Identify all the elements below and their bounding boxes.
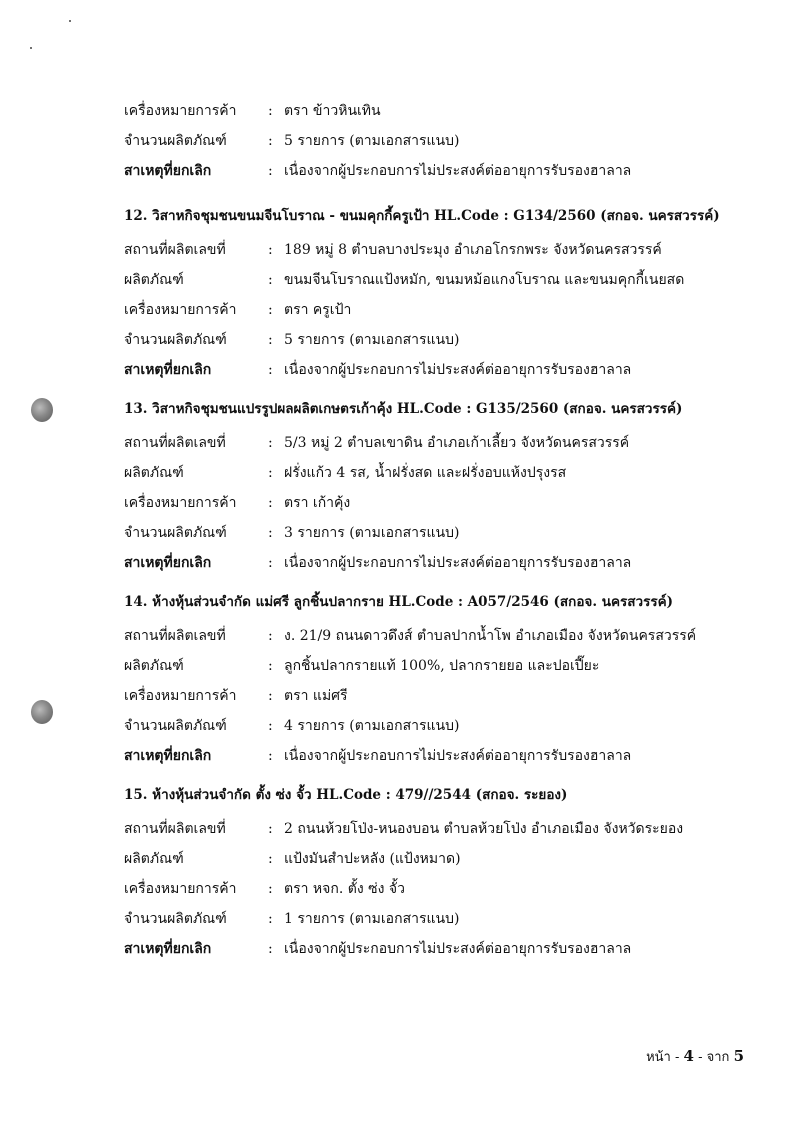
colon: : <box>268 658 273 674</box>
field-label: สาเหตุที่ยกเลิก <box>124 362 212 378</box>
field-value: ตรา หจก. ตั้ง ซ่ง จั้ว <box>284 881 405 897</box>
colon: : <box>268 628 273 644</box>
field-label: สาเหตุที่ยกเลิก <box>124 555 212 571</box>
reason-row <box>124 355 764 385</box>
field-label: สาเหตุที่ยกเลิก <box>124 163 212 179</box>
colon: : <box>268 163 273 179</box>
entry-14 <box>124 591 764 771</box>
reason-row <box>124 741 764 771</box>
field-label: จำนวนผลิตภัณฑ์ <box>124 911 227 927</box>
field-label: สาเหตุที่ยกเลิก <box>124 748 212 764</box>
field-value: เนื่องจากผู้ประกอบการไม่ประสงค์ต่ออายุการรับรองฮาลาล <box>284 362 632 378</box>
reason-row <box>124 934 764 964</box>
trademark-row <box>124 681 764 711</box>
colon: : <box>268 821 273 837</box>
field-label: จำนวนผลิตภัณฑ์ <box>124 332 227 348</box>
field-label: สถานที่ผลิตเลขที่ <box>124 821 226 837</box>
field-value: ตรา แม่ศรี <box>284 688 348 704</box>
field-label: เครื่องหมายการค้า <box>124 688 237 704</box>
field-value: ขนมจีนโบราณแป้งหมัก, ขนมหม้อแกงโบราณ และขนมคุกกี้เนยสด <box>284 272 685 288</box>
field-value: 189 หมู่ 8 ตำบลบางประมุง อำเภอโกรกพระ จังหวัดนครสวรรค์ <box>284 242 662 258</box>
trademark-row <box>124 488 764 518</box>
field-label: สถานที่ผลิตเลขที่ <box>124 242 226 258</box>
entry-heading: 12. วิสาหกิจชุมชนขนมจีนโบราณ - ขนมคุกกี้ครูเป้า HL.Code : G134/2560 (สกอจ. นครสวรรค์) <box>124 208 720 224</box>
colon: : <box>268 911 273 927</box>
colon: : <box>268 941 273 957</box>
field-label: เครื่องหมายการค้า <box>124 495 237 511</box>
reason-row <box>124 548 764 578</box>
field-label: เครื่องหมายการค้า <box>124 302 237 318</box>
entry-heading: 15. ห้างหุ้นส่วนจำกัด ตั้ง ซ่ง จั้ว HL.Code : 479//2544 (สกอจ. ระยอง) <box>124 787 568 803</box>
count-row <box>124 711 764 741</box>
field-value: ตรา ข้าวหินเทิน <box>284 103 381 119</box>
field-label: ผลิตภัณฑ์ <box>124 272 184 288</box>
page-current: 4 <box>683 1047 694 1065</box>
colon: : <box>268 851 273 867</box>
field-label: เครื่องหมายการค้า <box>124 103 237 119</box>
colon: : <box>268 495 273 511</box>
page-total: 5 <box>733 1047 744 1065</box>
field-label: สาเหตุที่ยกเลิก <box>124 941 212 957</box>
field-label: ผลิตภัณฑ์ <box>124 465 184 481</box>
field-label: ผลิตภัณฑ์ <box>124 851 184 867</box>
colon: : <box>268 555 273 571</box>
field-value: 5 รายการ (ตามเอกสารแนบ) <box>284 332 460 348</box>
colon: : <box>268 435 273 451</box>
product-row <box>124 458 764 488</box>
scan-speck <box>30 47 32 49</box>
count-row <box>124 126 764 156</box>
field-label: จำนวนผลิตภัณฑ์ <box>124 133 227 149</box>
field-label: สถานที่ผลิตเลขที่ <box>124 435 226 451</box>
entry-heading: 13. วิสาหกิจชุมชนแปรรูปผลผลิตเกษตรเก้าคุ้ง HL.Code : G135/2560 (สกอจ. นครสวรรค์) <box>124 401 683 417</box>
count-row <box>124 325 764 355</box>
page-prefix: หน้า - <box>646 1050 680 1065</box>
count-row <box>124 518 764 548</box>
reason-row <box>124 156 764 186</box>
field-value: แป้งมันสำปะหลัง (แป้งหมาด) <box>284 851 461 867</box>
field-label: จำนวนผลิตภัณฑ์ <box>124 718 227 734</box>
field-value: เนื่องจากผู้ประกอบการไม่ประสงค์ต่ออายุการรับรองฮาลาล <box>284 941 632 957</box>
colon: : <box>268 362 273 378</box>
colon: : <box>268 748 273 764</box>
product-row <box>124 651 764 681</box>
entry-15 <box>124 784 764 964</box>
field-value: ตรา เก้าคุ้ง <box>284 495 351 511</box>
location-row <box>124 235 764 265</box>
field-value: 2 ถนนห้วยโป่ง-หนองบอน ตำบลห้วยโป่ง อำเภอเมือง จังหวัดระยอง <box>284 821 684 837</box>
colon: : <box>268 103 273 119</box>
colon: : <box>268 242 273 258</box>
colon: : <box>268 718 273 734</box>
colon: : <box>268 688 273 704</box>
field-label: สถานที่ผลิตเลขที่ <box>124 628 226 644</box>
trademark-row <box>124 874 764 904</box>
colon: : <box>268 133 273 149</box>
scan-speck <box>69 20 71 22</box>
field-label: ผลิตภัณฑ์ <box>124 658 184 674</box>
colon: : <box>268 302 273 318</box>
page-separator: - จาก <box>698 1050 730 1065</box>
trademark-row <box>124 295 764 325</box>
colon: : <box>268 465 273 481</box>
field-label: เครื่องหมายการค้า <box>124 881 237 897</box>
field-value: 3 รายการ (ตามเอกสารแนบ) <box>284 525 460 541</box>
field-value: ง. 21/9 ถนนดาวดึงส์ ตำบลปากน้ำโพ อำเภอเมือง จังหวัดนครสวรรค์ <box>284 628 697 644</box>
product-row <box>124 844 764 874</box>
punch-hole <box>31 700 53 724</box>
field-value: ลูกชิ้นปลากรายแท้ 100%, ปลากรายยอ และปอเปี๊ยะ <box>284 658 600 674</box>
field-value: เนื่องจากผู้ประกอบการไม่ประสงค์ต่ออายุการรับรองฮาลาล <box>284 748 632 764</box>
colon: : <box>268 272 273 288</box>
entry-12 <box>124 205 764 385</box>
field-value: 1 รายการ (ตามเอกสารแนบ) <box>284 911 460 927</box>
field-value: เนื่องจากผู้ประกอบการไม่ประสงค์ต่ออายุการรับรองฮาลาล <box>284 555 632 571</box>
field-value: 4 รายการ (ตามเอกสารแนบ) <box>284 718 460 734</box>
trademark-row <box>124 96 764 126</box>
product-row <box>124 265 764 295</box>
field-value: ฝรั่งแก้ว 4 รส, น้ำฝรั่งสด และฝรั่งอบแห้งปรุงรส <box>284 465 567 481</box>
location-row <box>124 428 764 458</box>
colon: : <box>268 332 273 348</box>
field-value: 5/3 หมู่ 2 ตำบลเขาดิน อำเภอเก้าเลี้ยว จังหวัดนครสวรรค์ <box>284 435 630 451</box>
entry-13 <box>124 398 764 578</box>
punch-hole <box>31 398 53 422</box>
colon: : <box>268 525 273 541</box>
entry-heading: 14. ห้างหุ้นส่วนจำกัด แม่ศรี ลูกชิ้นปลากราย HL.Code : A057/2546 (สกอจ. นครสวรรค์) <box>124 594 673 610</box>
page-number <box>646 1046 744 1067</box>
field-label: จำนวนผลิตภัณฑ์ <box>124 525 227 541</box>
count-row <box>124 904 764 934</box>
colon: : <box>268 881 273 897</box>
location-row <box>124 621 764 651</box>
field-value: ตรา ครูเป้า <box>284 302 352 318</box>
field-value: เนื่องจากผู้ประกอบการไม่ประสงค์ต่ออายุการรับรองฮาลาล <box>284 163 632 179</box>
location-row <box>124 814 764 844</box>
entry-continuation <box>124 96 764 186</box>
field-value: 5 รายการ (ตามเอกสารแนบ) <box>284 133 460 149</box>
